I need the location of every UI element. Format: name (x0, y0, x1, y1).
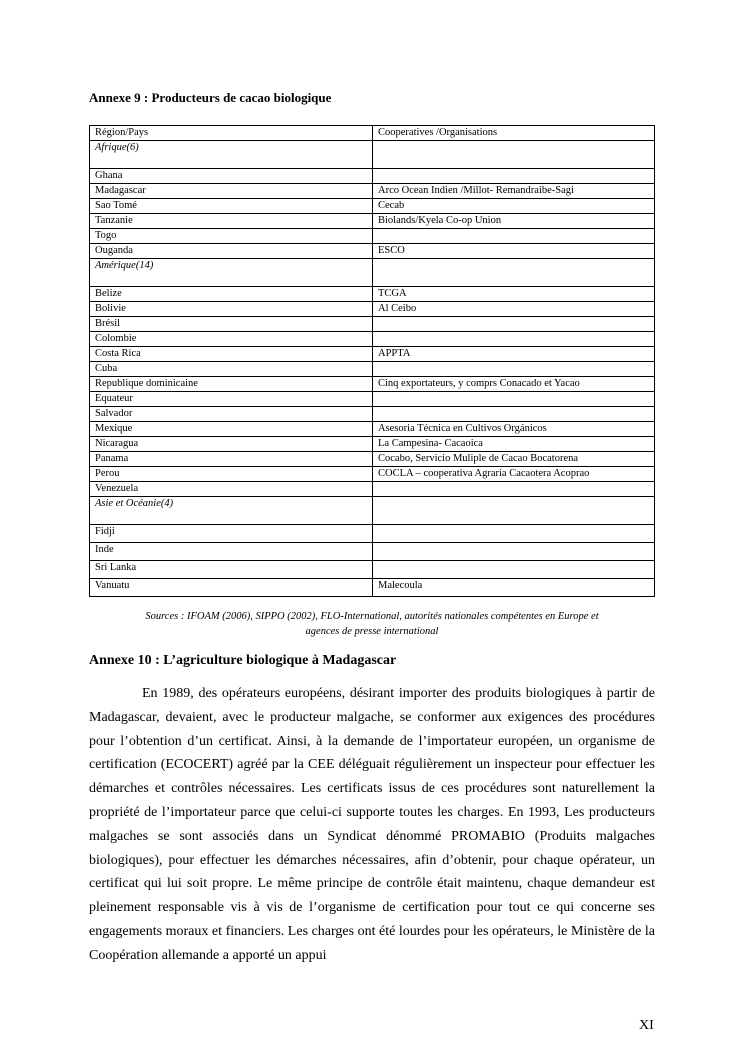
table-row (90, 214, 655, 229)
table-row (90, 302, 655, 317)
annexe10-paragraph: En 1989, des opérateurs européens, désirant importer des produits biologiques à partir de Madagascar, devaient, avec le producteur malgache, se conformer aux exigences des procédures pour l’obtention d’un certificat. Ainsi, à la demande de l’importateur européen, un organisme de certification (ECOCERT) agréé par la CEE déléguait régulièrement un inspecteur pour effectuer les démarches et contrôles nécessaires. Les certificats issus de ces procédures sont naturellement la propriété de l’importateur parce que celui-ci supporte toutes les charges. En 1993, Les producteurs malgaches se sont associés dans un Syndicat dénommé PROMABIO (Produits malgaches biologiques), pour effectuer les démarches nécessaires, afin d’obtenir, pour chaque opérateur, un certificat qui lui soit propre. Le même principe de contrôle était maintenu, chaque demandeur est pleinement responsable vis à vis de l’organisme de certification pour tout ce qui concerne ses engagements moraux et financiers. Les charges ont été lourdes pour les opérateurs, le Ministère de la Coopération allemande a apporté un appui (89, 686, 655, 963)
organisation-cell: Al Ceibo (373, 302, 655, 317)
country-cell: Fidji (90, 525, 373, 543)
sources-note (89, 609, 655, 639)
region-label: Asie et Océanie(4) (90, 497, 373, 525)
region-empty-cell (373, 141, 655, 169)
country-cell: Costa Rica (90, 347, 373, 362)
region-row (90, 141, 655, 169)
organisation-cell: TCGA (373, 287, 655, 302)
table-row (90, 525, 655, 543)
organisation-cell: Cocabo, Servicio Muliple de Cacao Bocatorena (373, 452, 655, 467)
organisation-cell: Malecoula (373, 579, 655, 597)
country-cell: Cuba (90, 362, 373, 377)
table-row (90, 407, 655, 422)
header-region: Région/Pays (90, 126, 373, 141)
organisation-cell (373, 407, 655, 422)
table-header-row (90, 126, 655, 141)
country-cell: Nicaragua (90, 437, 373, 452)
organisation-cell: Biolands/Kyela Co-op Union (373, 214, 655, 229)
country-cell: Belize (90, 287, 373, 302)
table-row (90, 377, 655, 392)
table-row (90, 482, 655, 497)
table-row (90, 392, 655, 407)
country-cell: Sao Tomé (90, 199, 373, 214)
organisation-cell (373, 362, 655, 377)
country-cell: Mexique (90, 422, 373, 437)
country-cell: Salvador (90, 407, 373, 422)
table-row (90, 362, 655, 377)
country-cell: Ghana (90, 169, 373, 184)
organisation-cell: Arco Ocean Indien /Millot- Remandraibe-Sagi (373, 184, 655, 199)
country-cell: Togo (90, 229, 373, 244)
table-row (90, 332, 655, 347)
country-cell: Sri Lanka (90, 561, 373, 579)
table-row (90, 317, 655, 332)
organisation-cell (373, 482, 655, 497)
table-row (90, 579, 655, 597)
organisation-cell: APPTA (373, 347, 655, 362)
organisation-cell (373, 561, 655, 579)
country-cell: Ouganda (90, 244, 373, 259)
table-row (90, 422, 655, 437)
country-cell: Equateur (90, 392, 373, 407)
organisation-cell: La Campesina- Cacaoica (373, 437, 655, 452)
sources-line-2: agences de presse international (305, 626, 439, 637)
organisation-cell: Cecab (373, 199, 655, 214)
country-cell: Panama (90, 452, 373, 467)
country-cell: Colombie (90, 332, 373, 347)
organisation-cell: Asesoria Técnica en Cultivos Orgánicos (373, 422, 655, 437)
table-row (90, 347, 655, 362)
country-cell: Vanuatu (90, 579, 373, 597)
header-cooperatives: Cooperatives /Organisations (373, 126, 655, 141)
region-row (90, 497, 655, 525)
organisation-cell: ESCO (373, 244, 655, 259)
table-row (90, 437, 655, 452)
country-cell: Brésil (90, 317, 373, 332)
organisation-cell: COCLA – cooperativa Agraria Cacaotera Acoprao (373, 467, 655, 482)
sources-line-1: Sources : IFOAM (2006), SIPPO (2002), FLO-International, autorités nationales compétentes en Europe et (145, 611, 599, 622)
country-cell: Bolivie (90, 302, 373, 317)
organisation-cell (373, 525, 655, 543)
region-label: Amérique(14) (90, 259, 373, 287)
table-row (90, 184, 655, 199)
country-cell: Tanzanie (90, 214, 373, 229)
table-row (90, 452, 655, 467)
organisation-cell: Cinq exportateurs, y comprs Conacado et Yacao (373, 377, 655, 392)
producers-table (89, 125, 655, 597)
country-cell: Venezuela (90, 482, 373, 497)
table-row (90, 199, 655, 214)
page-number: XI (639, 1018, 654, 1033)
organisation-cell (373, 543, 655, 561)
table-row (90, 169, 655, 184)
region-empty-cell (373, 497, 655, 525)
annexe10-title: Annexe 10 : L’agriculture biologique à Madagascar (89, 653, 397, 668)
region-empty-cell (373, 259, 655, 287)
region-label: Afrique(6) (90, 141, 373, 169)
table-row (90, 543, 655, 561)
table-row (90, 287, 655, 302)
country-cell: Inde (90, 543, 373, 561)
table-row (90, 244, 655, 259)
table-row (90, 561, 655, 579)
organisation-cell (373, 392, 655, 407)
table-row (90, 467, 655, 482)
table-row (90, 229, 655, 244)
organisation-cell (373, 332, 655, 347)
organisation-cell (373, 317, 655, 332)
country-cell: Madagascar (90, 184, 373, 199)
organisation-cell (373, 169, 655, 184)
organisation-cell (373, 229, 655, 244)
country-cell: Republique dominicaine (90, 377, 373, 392)
annexe9-title: Annexe 9 : Producteurs de cacao biologique (89, 90, 332, 105)
country-cell: Perou (90, 467, 373, 482)
region-row (90, 259, 655, 287)
